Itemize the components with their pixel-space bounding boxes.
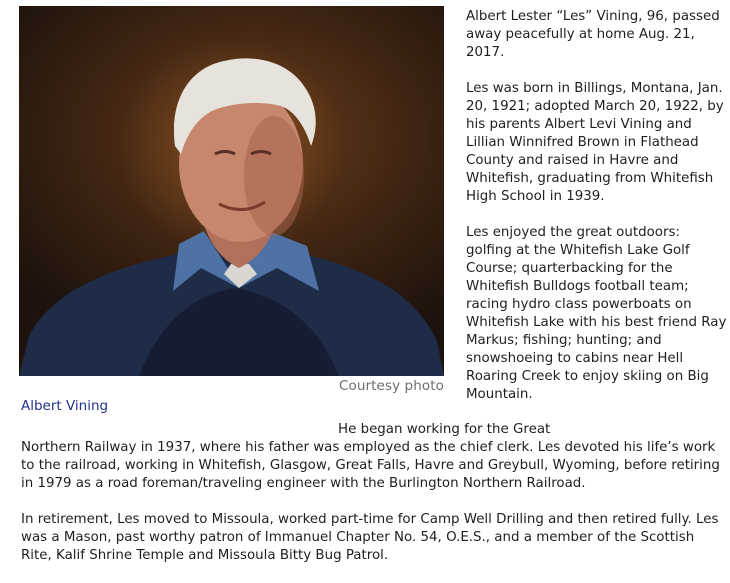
portrait-photo [19, 6, 444, 376]
paragraph-early-life: Les was born in Billings, Montana, Jan. 20, 1921; adopted March 20, 1922, by his parents Albert Levi Vining and Lillian Winnifred Brown in Flathead County and raised in Havre and Whitefish, graduating from Whitefish High School in 1939. [466, 81, 724, 204]
article-side-column [466, 8, 728, 422]
article-wide-column [21, 421, 726, 583]
paragraph-death-notice: Albert Lester “Les” Vining, 96, passed away peacefully at home Aug. 21, 2017. [466, 9, 720, 60]
paragraph-railway-start: He began working for the Great [338, 422, 551, 437]
portrait-illustration [19, 6, 444, 376]
paragraph-railway-rest: Northern Railway in 1937, where his father was employed as the chief clerk. Les devoted his life’s work to the railroad, working in Whitefish, Glasgow, Great Falls, Havre and Greybull, Wyoming, before retiring in 1979 as a road foreman/traveling engineer with the Burlington Northern Railroad. [21, 440, 720, 491]
paragraph-railway [21, 421, 726, 493]
photo-credit: Courtesy photo [338, 378, 444, 394]
photo-caption-link[interactable]: Albert Vining [21, 398, 109, 414]
paragraph-retirement: In retirement, Les moved to Missoula, worked part-time for Camp Well Drilling and then retired fully. Les was a Mason, past worthy patron of Immanuel Chapter No. 54, O.E.S., and a member of the Scottish Rite, Kalif Shrine Temple and Missoula Bitty Bug Patrol. [21, 512, 719, 563]
face-shadow [244, 116, 304, 236]
paragraph-outdoors: Les enjoyed the great outdoors: golfing at the Whitefish Lake Golf Course; quarterbacking for the Whitefish Bulldogs football team; racing hydro class powerboats on Whitefish Lake with his best friend Ray Markus; fishing; hunting; and snowshoeing to cabins near Hell Roaring Creek to enjoy skiing on Big Mountain. [466, 225, 727, 402]
